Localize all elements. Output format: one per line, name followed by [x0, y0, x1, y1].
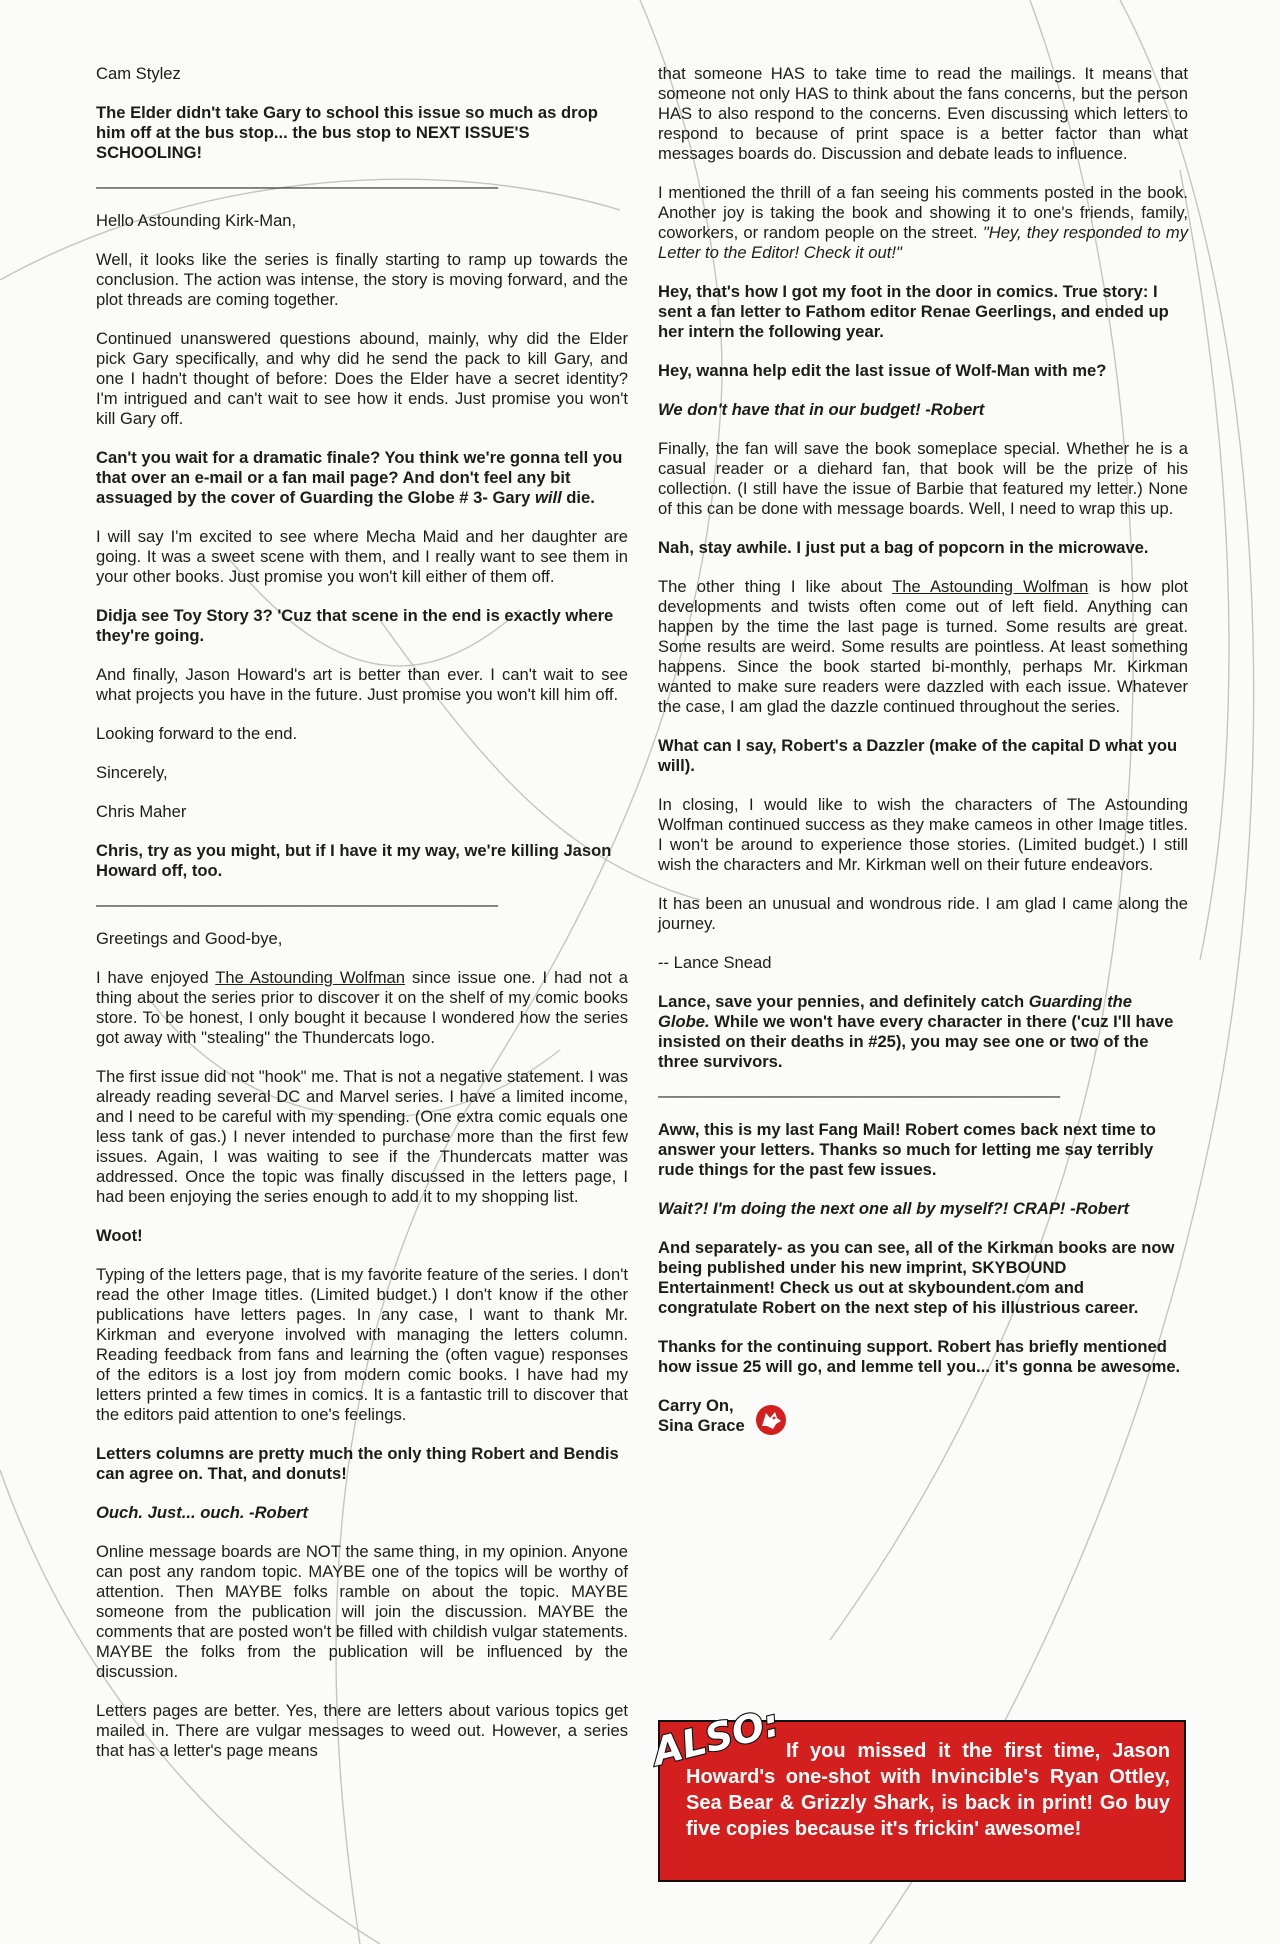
letter-paragraph: The first issue did not "hook" me. That is not a negative statement. I was already reading several DC and Marvel series. I have a limited income, and I need to be careful with my spending. (One extra comic equals one less tank of gas.) I never intended to purchase more than the first few issues. Again, I was waiting to see if the Thundercats matter was addressed. Once the topic was finally discussed in the letters page, I had been enjoying the series enough to add it to my shopping list.	[96, 1067, 628, 1206]
letter-paragraph: I mentioned the thrill of a fan seeing his comments posted in the book. Another joy is taking the book and showing it to one's friends, family, coworkers, or random people on the street. "Hey, they responded to my Letter to the Editor! Check it out!"	[658, 183, 1188, 262]
letter-greeting: Hello Astounding Kirk-Man,	[96, 211, 297, 230]
letter-closing: Looking forward to the end.	[96, 724, 298, 743]
letter-closing: Sincerely,	[96, 763, 168, 782]
promo-text: If you missed it the first time, Jason Howard's one-shot with Invincible's Ryan Ottley, Sea Bear & Grizzly Shark, is back in print! Go buy five copies because it's frickin' awesome!	[686, 1740, 1170, 1840]
robert-reply: We don't have that in our budget! -Robert	[658, 400, 985, 419]
letter-paragraph: that someone HAS to take time to read the mailings. It means that someone not only HAS to think about the fans concerns, but the person HAS to also respond to the concerns. Even discussing which letters to respond to because of print space is a better factor than what messages boards do. Discussion and debate leads to influence.	[658, 64, 1188, 163]
letter-paragraph: Typing of the letters page, that is my favorite feature of the series. I don't read the other Image titles. (Limited budget.) I don't know if the other publications have letters pages. In any case, I want to thank Mr. Kirkman and everyone involved with managing the letters column. Reading feedback from fans and learning the (often vague) responses of the editors is a lost joy from modern comic books. I have had my letters printed a few times in comics. It is a fantastic trill to discover that the editors paid attention to one's feelings.	[96, 1265, 628, 1424]
editor-reply: Chris, try as you might, but if I have it my way, we're killing Jason Howard off, too.	[96, 841, 612, 880]
editor-reply: Letters columns are pretty much the only thing Robert and Bendis can agree on. That, and donuts!	[96, 1444, 619, 1483]
signoff-name: Sina Grace	[658, 1416, 745, 1435]
wolf-head-logo-icon	[755, 1404, 787, 1436]
editor-reply: The Elder didn't take Gary to school this issue so much as drop him off at the bus stop... the bus stop to NEXT ISSUE'S SCHOOLING!	[96, 103, 598, 162]
letter-paragraph: I will say I'm excited to see where Mecha Maid and her daughter are going. It was a sweet scene with them, and I really want to see them in your other books. Just promise you won't kill either of them off.	[96, 527, 628, 586]
editor-reply: Hey, that's how I got my foot in the door in comics. True story: I sent a fan letter to Fathom editor Renae Geerlings, and ended up her intern the following year.	[658, 282, 1169, 341]
editor-note: Thanks for the continuing support. Robert has briefly mentioned how issue 25 will go, and lemme tell you... it's gonna be awesome.	[658, 1337, 1181, 1376]
letter-paragraph: I have enjoyed The Astounding Wolfman since issue one. I had not a thing about the series prior to discover it on the shelf of my comic books store. To be honest, I only bought it because I wondered how the series got away with "stealing" the Thundercats logo.	[96, 968, 628, 1047]
letter-paragraph: It has been an unusual and wondrous ride. I am glad I came along the journey.	[658, 894, 1188, 933]
editor-signoff	[658, 1396, 1188, 1436]
editor-reply: Woot!	[96, 1226, 143, 1245]
letter-paragraph: And finally, Jason Howard's art is better than ever. I can't wait to see what projects you have in the future. Just promise you won't kill him off.	[96, 665, 628, 704]
editor-reply: Didja see Toy Story 3? 'Cuz that scene in the end is exactly where they're going.	[96, 606, 614, 645]
separator-line: ______________________________________________	[96, 888, 498, 907]
editor-reply: Nah, stay awhile. I just put a bag of popcorn in the microwave.	[658, 538, 1149, 557]
letter-author: Chris Maher	[96, 802, 187, 821]
letter-greeting: Greetings and Good-bye,	[96, 929, 283, 948]
separator-line: ______________________________________________	[96, 170, 498, 189]
also-badge	[642, 1698, 792, 1778]
letter-paragraph: In closing, I would like to wish the characters of The Astounding Wolfman continued success as they make cameos in other Image titles. I won't be around to experience those stories. (Limited budget.) I still wish the characters and Mr. Kirkman well on their future endeavors.	[658, 795, 1188, 874]
letter-paragraph: Well, it looks like the series is finally starting to ramp up towards the conclusion. The action was intense, the story is moving forward, and the plot threads are coming together.	[96, 250, 628, 309]
robert-reply: Ouch. Just... ouch. -Robert	[96, 1503, 309, 1522]
letter-paragraph: Letters pages are better. Yes, there are letters about various topics get mailed in. There are vulgar messages to weed out. However, a series that has a letter's page means	[96, 1701, 628, 1760]
letters-left-column	[96, 64, 628, 1780]
editor-reply: What can I say, Robert's a Dazzler (make of the capital D what you will).	[658, 736, 1178, 775]
robert-reply: Wait?! I'm doing the next one all by myself?! CRAP! -Robert	[658, 1199, 1130, 1218]
signoff-line: Carry On,	[658, 1396, 734, 1415]
letter-author: -- Lance Snead	[658, 953, 772, 972]
separator-line: ______________________________________________	[658, 1079, 1060, 1098]
editor-reply: Can't you wait for a dramatic finale? You think we're gonna tell you that over an e-mail or a fan mail page? And don't feel any bit assuaged by the cover of Guarding the Globe # 3- Gary will die.	[96, 448, 623, 507]
letter-paragraph: Online message boards are NOT the same thing, in my opinion. Anyone can post any random topic. MAYBE one of the topics will be worthy of attention. Then MAYBE folks ramble on about the topic. MAYBE someone from the publication will join the discussion. MAYBE the comments that are posted won't be filled with childish vulgar statements. MAYBE the folks from the publication will be influenced by the discussion.	[96, 1542, 628, 1681]
letter-paragraph: Continued unanswered questions abound, mainly, why did the Elder pick Gary specifically, and why did he send the pack to kill Gary, and one I hadn't thought of before: Does the Elder have a secret identity? I'm intrigued and can't wait to see how it ends. Just promise you won't kill Gary off.	[96, 329, 628, 428]
letters-right-column	[658, 64, 1188, 1466]
letter-author: Cam Stylez	[96, 64, 181, 83]
letter-paragraph: The other thing I like about The Astounding Wolfman is how plot developments and twists often come out of left field. Anything can happen by the time the last page is turned. Some results are great. Some results are weird. Some results are pointless. At least something happens. Since the book started bi-monthly, perhaps Mr. Kirkman wanted to make sure readers were dazzled with each issue. Whatever the case, I am glad the dazzle continued throughout the series.	[658, 577, 1188, 716]
editor-reply: Lance, save your pennies, and definitely catch Guarding the Globe. While we won't have every character in there ('cuz I'll have insisted on their deaths in #25), you may see one or two of the three survivors.	[658, 992, 1174, 1071]
editor-note: Aww, this is my last Fang Mail! Robert comes back next time to answer your letters. Thanks so much for letting me say terribly rude things for the past few issues.	[658, 1120, 1156, 1179]
also-badge-text: ALSO:	[648, 1700, 784, 1775]
editor-reply: Hey, wanna help edit the last issue of Wolf-Man with me?	[658, 361, 1107, 380]
letter-paragraph: Finally, the fan will save the book someplace special. Whether he is a casual reader or a diehard fan, that book will be the prize of his collection. (I still have the issue of Barbie that featured my letter.) None of this can be done with message boards. Well, I need to wrap this up.	[658, 439, 1188, 518]
editor-note: And separately- as you can see, all of the Kirkman books are now being published under his new imprint, SKYBOUND Entertainment! Check us out at skyboundent.com and congratulate Robert on the next step of his illustrious career.	[658, 1238, 1175, 1317]
